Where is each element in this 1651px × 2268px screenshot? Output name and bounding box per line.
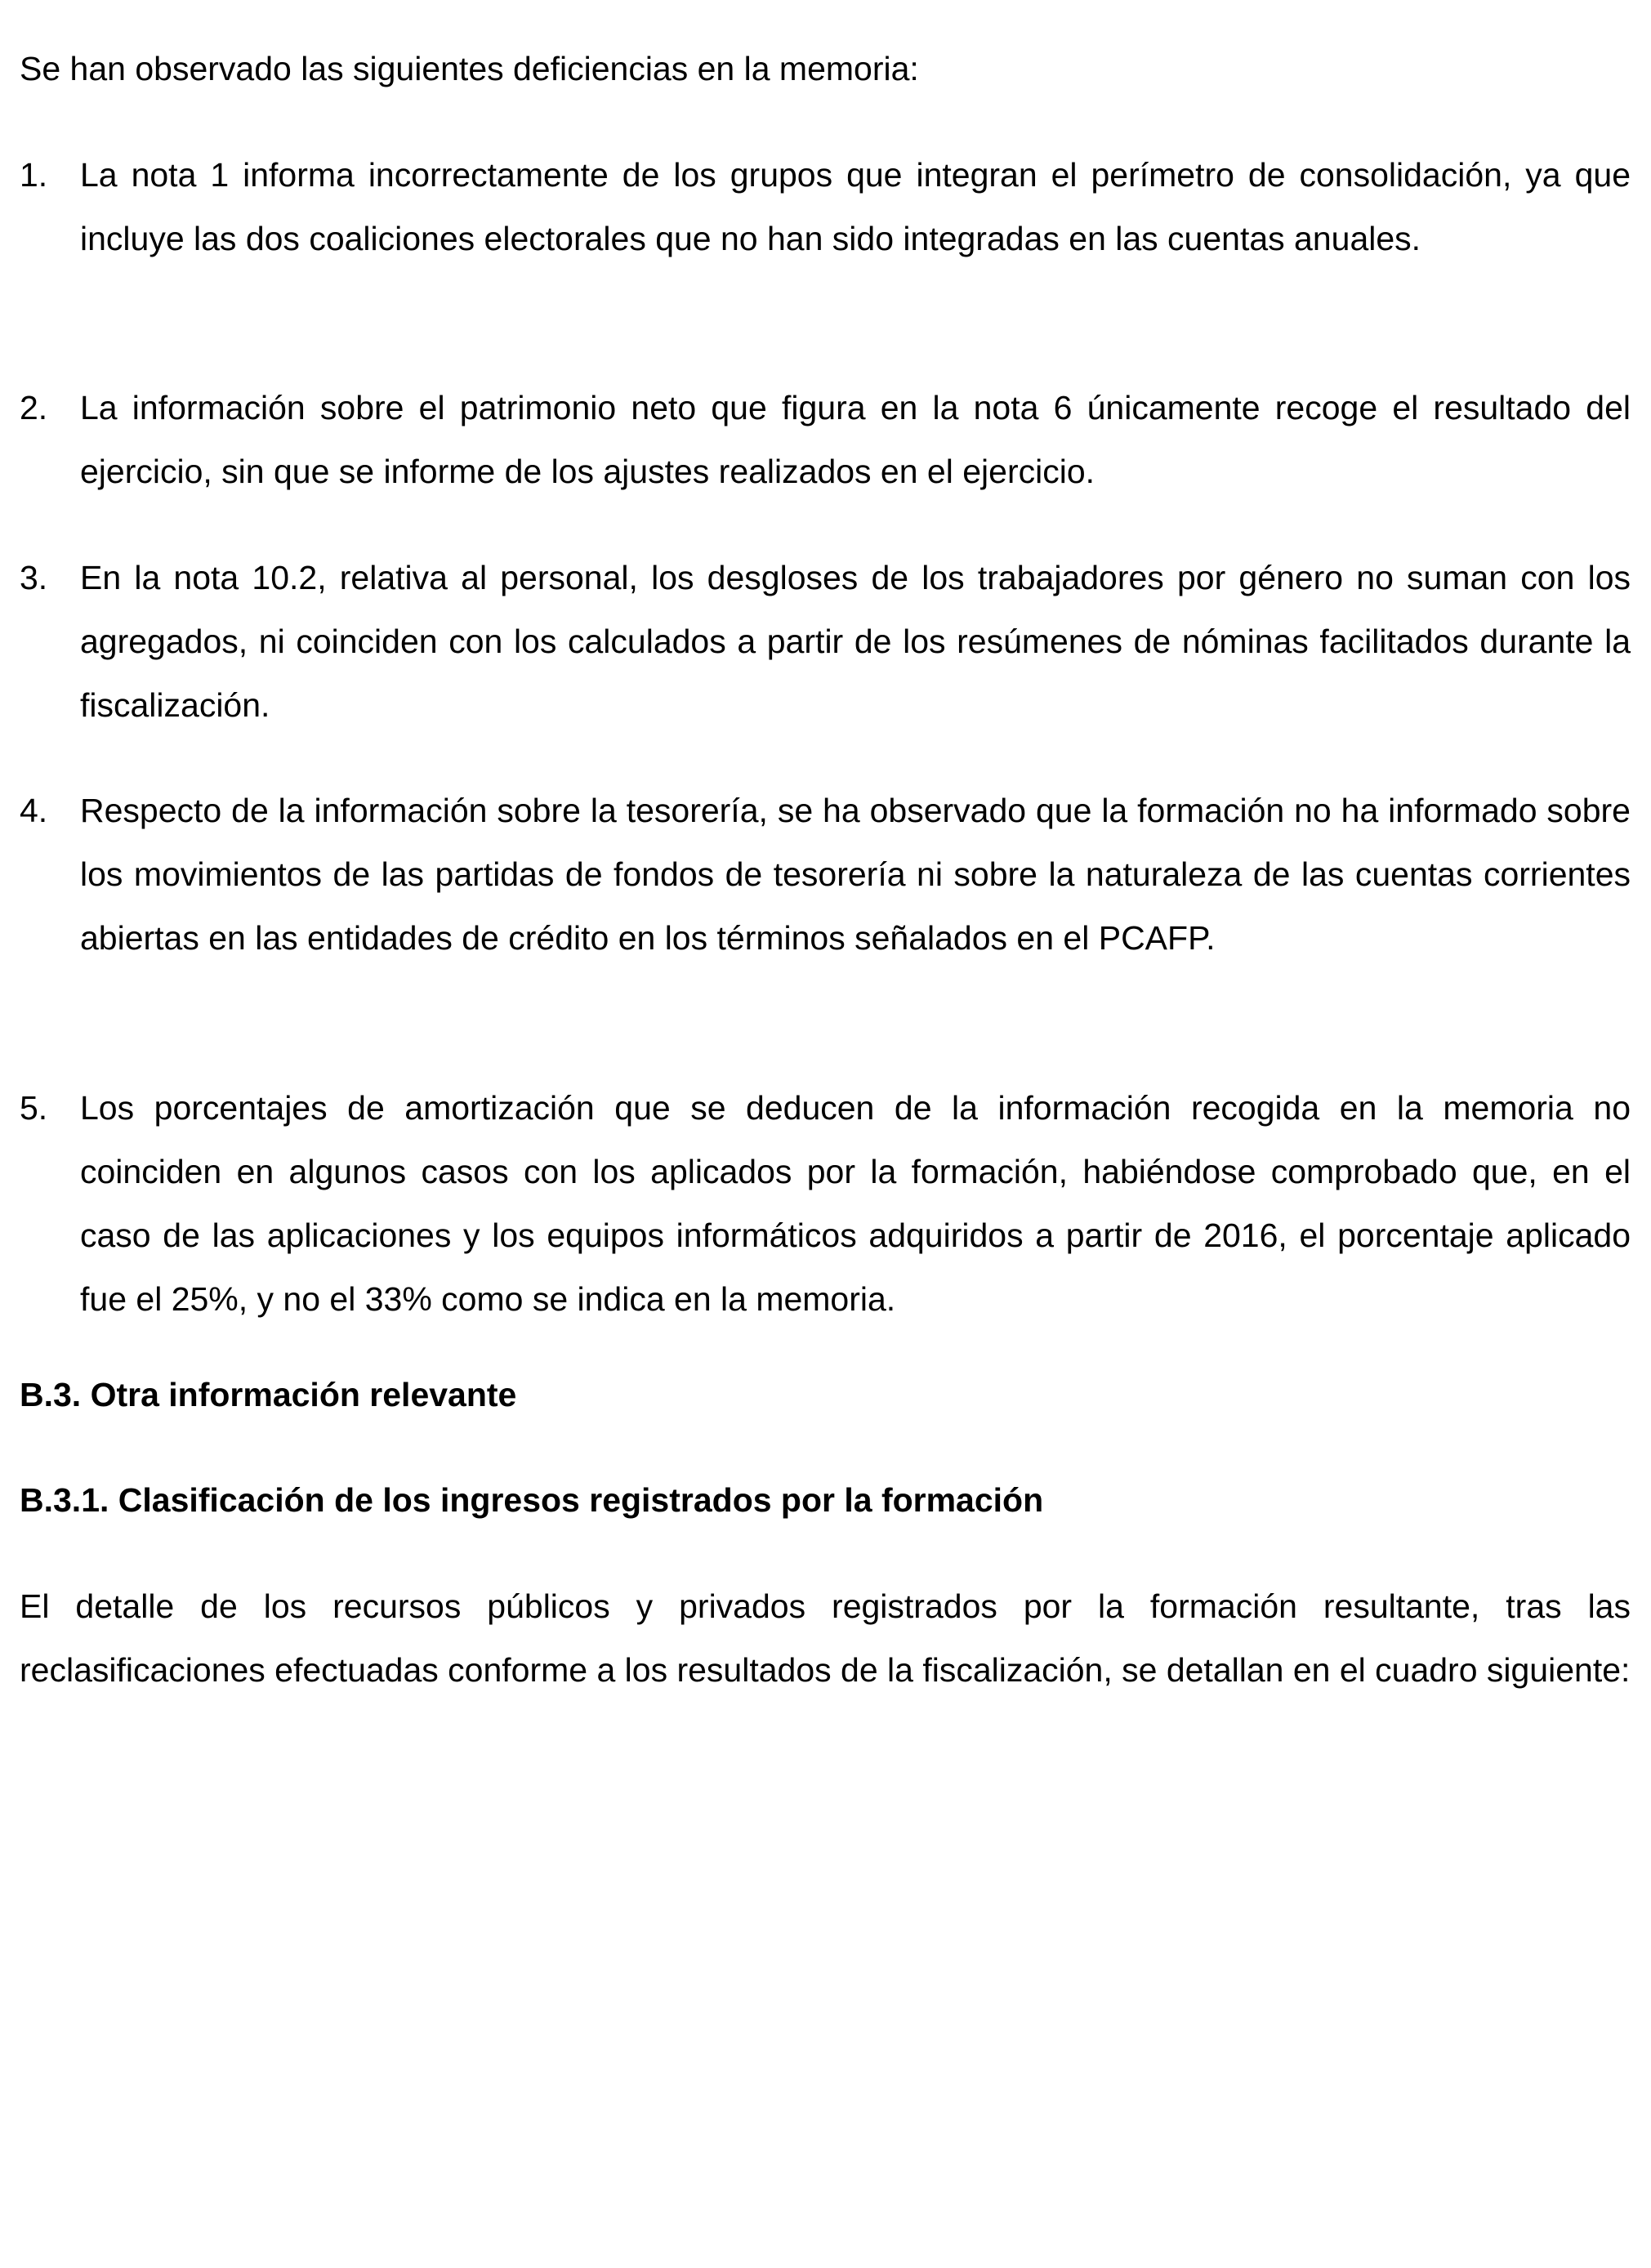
closing-paragraph: El detalle de los recursos públicos y privados registrados por la formación resultante, tras las reclasificaciones efectuadas conforme a los resultados de la fiscalización, se detallan en el cuadro siguiente: [20, 1587, 1631, 1689]
list-item-text: La nota 1 informa incorrectamente de los grupos que integran el perímetro de consolidación, ya que incluye las dos coaliciones electorales que no han sido integradas en las cuentas anuales. [80, 156, 1631, 257]
list-number: 2. [20, 389, 48, 426]
list-item-text: Respecto de la información sobre la tesorería, se ha observado que la formación no ha informado sobre los movimientos de las partidas de fondos de tesorería ni sobre la naturaleza de las cuentas corrientes abiertas en las entidades de crédito en los términos señalados en el PCAFP. [80, 792, 1631, 957]
deficiency-item-5 [20, 1076, 1631, 1331]
intro-paragraph: Se han observado las siguientes deficiencias en la memoria: [20, 50, 919, 87]
list-number: 3. [20, 559, 48, 596]
list-number: 5. [20, 1089, 48, 1127]
list-item-text: Los porcentajes de amortización que se deducen de la información recogida en la memoria no coinciden en algunos casos con los aplicados por la formación, habiéndose comprobado que, en el caso de las aplicaciones y los equipos informáticos adquiridos a partir de 2016, el porcentaje aplicado fue el 25%, y no el 33% como se indica en la memoria. [80, 1089, 1631, 1318]
deficiency-item-2 [20, 376, 1631, 503]
deficiency-item-3 [20, 546, 1631, 737]
list-item-text: La información sobre el patrimonio neto que figura en la nota 6 únicamente recoge el resultado del ejercicio, sin que se informe de los ajustes realizados en el ejercicio. [80, 389, 1631, 490]
subsection-heading: B.3.1. Clasificación de los ingresos registrados por la formación [20, 1481, 1044, 1519]
deficiency-item-4 [20, 779, 1631, 970]
list-item-text: En la nota 10.2, relativa al personal, los desgloses de los trabajadores por género no suman con los agregados, ni coinciden con los calculados a partir de los resúmenes de nóminas facilitados durante la fiscalización. [80, 559, 1631, 724]
list-number: 1. [20, 156, 48, 194]
deficiency-item-1 [20, 143, 1631, 270]
section-heading: B.3. Otra información relevante [20, 1376, 517, 1413]
list-number: 4. [20, 792, 48, 829]
document-page [20, 0, 1631, 2268]
